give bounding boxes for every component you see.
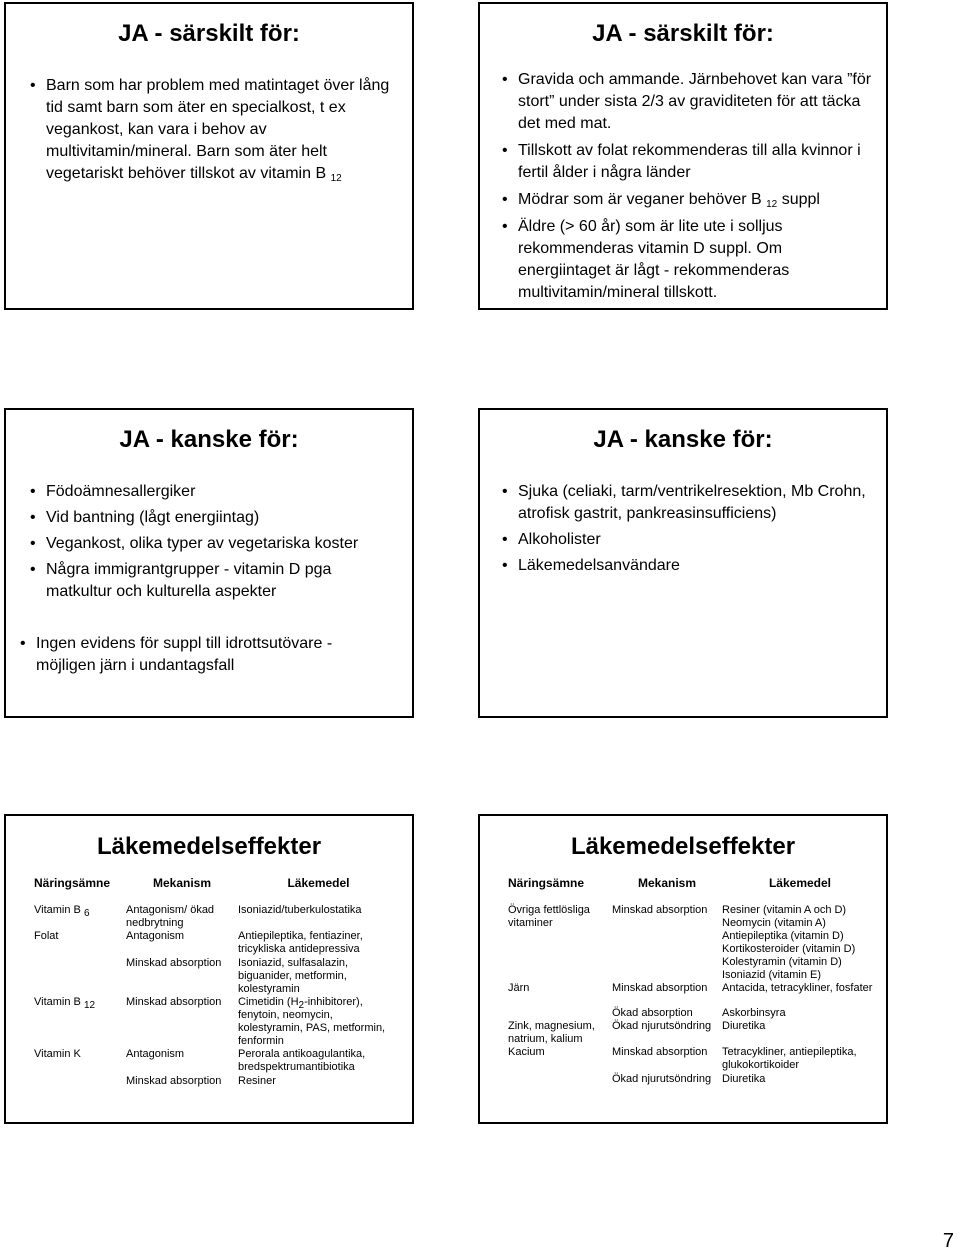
subscript: 12	[330, 173, 342, 184]
cell-nutrient: Vitamin B $_{12}$	[34, 996, 96, 1011]
cell-drug: Antiepileptika, fentiaziner, tricykliska antidepressiva	[238, 930, 363, 955]
bullet-item: • Vid bantning (lågt energiintag)	[30, 507, 396, 529]
column-header: Läkemedel	[287, 876, 350, 890]
cell-mechanism: Minskad absorption	[612, 904, 708, 916]
slide-title: Läkemedelseffekter	[96, 833, 322, 860]
bullet-item: • Sjuka (celiaki, tarm/ventrikelresektion, Mb Crohn, atrofisk gastrit, pankreasinsufficiens)	[502, 481, 872, 525]
table-row	[508, 1020, 878, 1046]
cell-mechanism: Antagonism	[126, 930, 185, 942]
bullet-item: • Barn som har problem med matintaget över lång tid samt barn som äter en specialkost, t ex vegankost, kan vara i behov av multivitamin/mineral. Barn som äter helt vegetariskt behöver tillskot av vitamin B $_{12}$	[30, 75, 396, 185]
cell-drug: Cimetidin $(H_2-inhibitorer)$, fenytoin, neomycin, kolestyramin, PAS, metformin, fenformin	[238, 996, 386, 1047]
cell-mechanism: Minskad absorption	[612, 1046, 708, 1058]
bullet-item: • Tillskott av folat rekommenderas till alla kvinnor i fertil ålder i några länder	[502, 140, 872, 184]
cell-drug: Diuretika	[722, 1073, 766, 1085]
bullet-item: • Gravida och ammande. Järnbehovet kan vara ”för stort” under sista 2/3 av graviditeten för att täcka det med mat.	[502, 69, 872, 135]
table-row	[508, 982, 878, 1007]
slide-title: JA - särskilt för:	[118, 20, 300, 47]
bullet-item: • Äldre (> 60 år) som är lite ute i solljus rekommenderas vitamin D suppl. Om energiintaget är lågt - rekommenderas multivitamin/mineral tillskott.	[502, 216, 872, 304]
bullet-item: • Vegankost, olika typer av vegetariska koster	[30, 533, 396, 555]
cell-drug: Diuretika	[722, 1020, 766, 1032]
cell-mechanism: Ökad njurutsöndring	[612, 1073, 712, 1085]
column-header: Mekanism	[637, 876, 697, 890]
bullet-item: • Födoämnesallergiker	[30, 481, 396, 503]
cell-mechanism: Ökad absorption	[612, 1007, 693, 1019]
cell-nutrient	[508, 1007, 612, 1020]
table-row	[34, 996, 399, 1048]
slide-6	[478, 814, 888, 1124]
table-row	[508, 1073, 878, 1086]
cell-nutrient: Kacium	[508, 1046, 545, 1058]
bullet-item: • Några immigrantgrupper - vitamin D pga matkultur och kulturella aspekter	[30, 559, 396, 603]
bullet-list	[502, 69, 872, 304]
page-number: 7	[942, 1230, 954, 1252]
table-row	[34, 957, 399, 996]
slide-5	[4, 814, 414, 1124]
table-row	[34, 904, 399, 930]
bullet-item: • Alkoholister	[502, 529, 872, 551]
cell-mechanism: Minskad absorption	[126, 1075, 222, 1087]
bullet-list	[502, 481, 872, 577]
cell-nutrient: Vitamin K	[34, 1048, 81, 1060]
table-header-row	[508, 877, 878, 904]
subscript: 12	[766, 199, 778, 210]
column-header: Näringsämne	[508, 876, 585, 890]
column-header: Läkemedel	[768, 876, 832, 890]
table-header-row	[34, 877, 399, 904]
table-row	[34, 1075, 399, 1088]
bullet-item: • Mödrar som är veganer behöver B $_{12}$ suppl	[502, 189, 872, 211]
cell-mechanism: Minskad absorption	[126, 996, 222, 1008]
slide-4	[478, 408, 888, 718]
cell-nutrient	[34, 957, 126, 996]
cell-nutrient: Folat	[34, 930, 59, 942]
cell-drug: Antacida, tetracykliner, fosfater	[722, 982, 873, 994]
slide-3	[4, 408, 414, 718]
cell-nutrient: Vitamin B $_6$	[34, 904, 90, 919]
cell-drug: Resiner (vitamin A och D) Neomycin (vitamin A) Antiepileptika (vitamin D) Kortikosteroider (vitamin D) Kolestyramin (vitamin D) Isoniazid (vitamin E)	[722, 904, 856, 981]
bullet-list	[30, 75, 396, 185]
slide-title: Läkemedelseffekter	[570, 833, 796, 860]
cell-drug: Askorbinsyra	[722, 1007, 786, 1019]
cell-nutrient: Järn	[508, 982, 530, 994]
effects-table	[34, 877, 399, 1088]
cell-drug: Perorala antikoagulantika, bredspektrumantibiotika	[238, 1048, 366, 1073]
bullet-item: • Läkemedelsanvändare	[502, 555, 872, 577]
column-header: Mekanism	[152, 876, 212, 890]
cell-drug: Tetracykliner, antiepileptika, glukokortikoider	[722, 1046, 857, 1071]
table-row	[508, 1046, 878, 1073]
table-row	[34, 1048, 399, 1075]
cell-mechanism: Minskad absorption	[612, 982, 708, 994]
bullet-list	[30, 481, 396, 677]
cell-nutrient	[34, 1075, 126, 1088]
cell-nutrient: Övriga fettlösliga vitaminer	[508, 904, 590, 929]
cell-mechanism: Ökad njurutsöndring	[612, 1020, 712, 1032]
slide-title: JA - kanske för:	[119, 426, 299, 453]
cell-nutrient	[508, 1073, 612, 1086]
slide-title: JA - särskilt för:	[592, 20, 774, 47]
slide-1	[4, 2, 414, 310]
table-row	[34, 930, 399, 957]
cell-drug: Isoniazid/tuberkulostatika	[238, 904, 362, 916]
bullet-item: • Ingen evidens för suppl till idrottsutövare - möjligen järn i undantagsfall	[20, 633, 396, 677]
cell-nutrient: Zink, magnesium, natrium, kalium	[508, 1020, 595, 1045]
cell-mechanism: Minskad absorption	[126, 957, 222, 969]
table-row	[508, 1007, 878, 1020]
cell-mechanism: Antagonism/ ökad nedbrytning	[126, 904, 215, 929]
column-header: Näringsämne	[34, 876, 111, 890]
slide-2	[478, 2, 888, 310]
cell-drug: Isoniazid, sulfasalazin, biguanider, metformin, kolestyramin	[238, 957, 349, 995]
cell-drug: Resiner	[238, 1075, 276, 1087]
slide-title: JA - kanske för:	[593, 426, 773, 453]
effects-table	[508, 877, 878, 1086]
cell-mechanism: Antagonism	[126, 1048, 185, 1060]
table-row	[508, 904, 878, 982]
